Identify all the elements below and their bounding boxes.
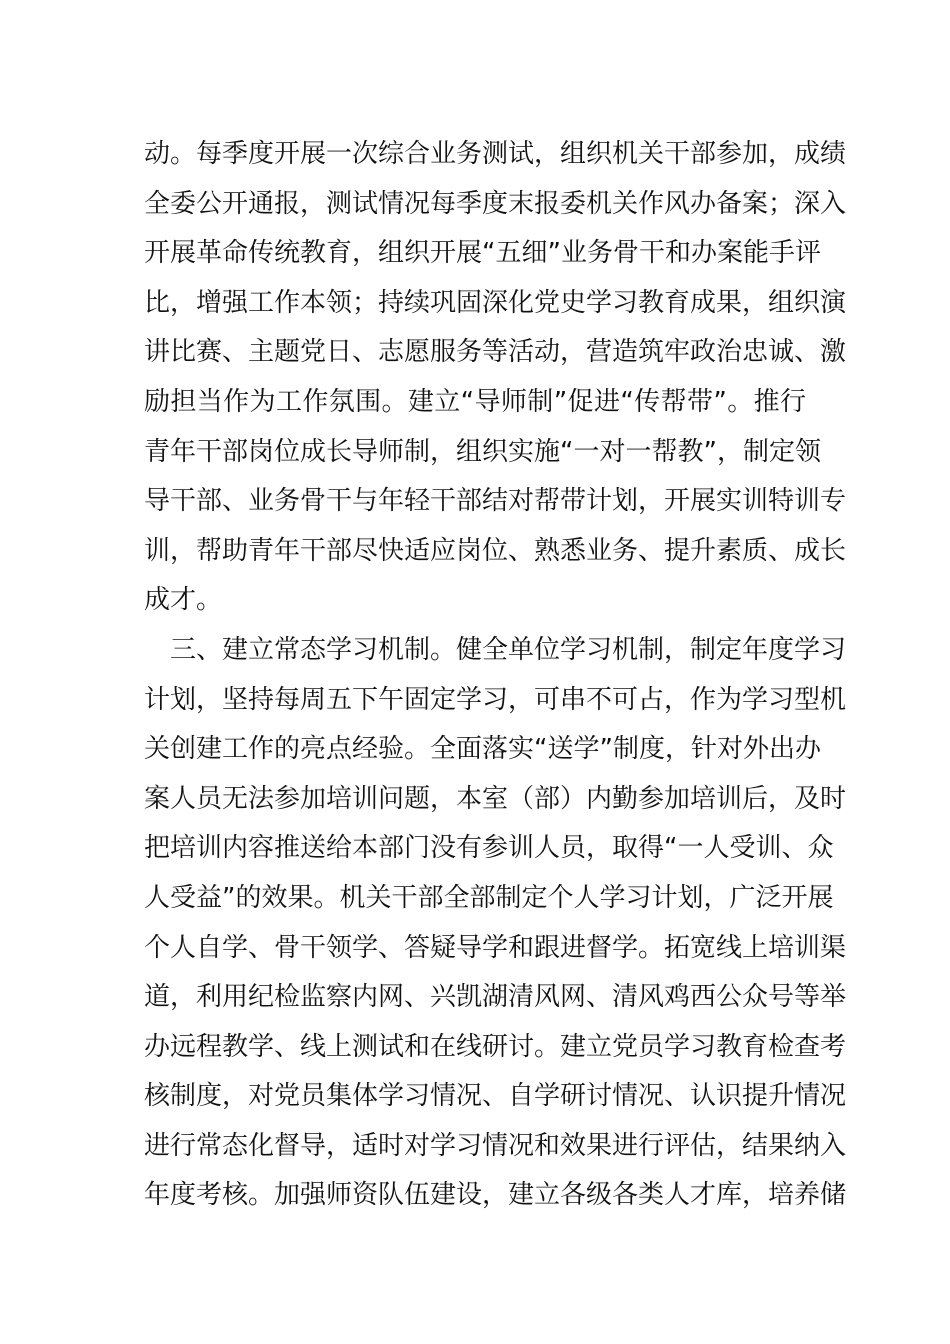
text-line: 成才。: [144, 585, 223, 616]
text-line: 开展革命传统教育，组织开展“五细”业务骨干和办案能手评: [144, 238, 821, 269]
text-line: 励担当作为工作氛围。建立“导师制”促进“传帮带”。推行: [144, 386, 806, 417]
text-line: 计划，坚持每周五下午固定学习，可串不可占，作为学习型机: [144, 684, 847, 715]
text-line: 个人自学、骨干领学、答疑导学和跟进督学。拓宽线上培训渠: [144, 932, 847, 963]
text-line: 导干部、业务骨干与年轻干部结对帮带计划，开展实训特训专: [144, 486, 847, 517]
text-line: 进行常态化督导，适时对学习情况和效果进行评估，结果纳入: [144, 1130, 847, 1161]
section-heading-line: 三、建立常态学习机制。健全单位学习机制，制定年度学习: [170, 634, 847, 665]
body-text: [144, 130, 847, 1221]
text-line: 关创建工作的亮点经验。全面落实“送学”制度，针对外出办: [144, 734, 821, 765]
text-line: 训，帮助青年干部尽快适应岗位、熟悉业务、提升素质、成长: [144, 535, 847, 566]
text-line: 人受益”的效果。机关干部全部制定个人学习计划，广泛开展: [144, 882, 834, 913]
text-line: 讲比赛、主题党日、志愿服务等活动，营造筑牢政治忠诚、激: [144, 337, 847, 368]
text-line: 核制度，对党员集体学习情况、自学研讨情况、认识提升情况: [144, 1081, 847, 1112]
text-line: 道，利用纪检监察内网、兴凯湖清风网、清风鸡西公众号等举: [144, 982, 847, 1013]
text-line: 青年干部岗位成长导师制，组织实施“一对一帮教”，制定领: [144, 436, 821, 467]
text-line: 案人员无法参加培训问题，本室（部）内勤参加培训后，及时: [144, 783, 847, 814]
text-line: 把培训内容推送给本部门没有参训人员，取得“一人受训、众: [144, 833, 834, 864]
text-line: 年度考核。加强师资队伍建设，建立各级各类人才库，培养储: [144, 1180, 847, 1211]
text-line: 全委公开通报，测试情况每季度末报委机关作风办备案；深入: [144, 188, 847, 219]
text-line: 动。每季度开展一次综合业务测试，组织机关干部参加，成绩: [144, 139, 847, 169]
text-line: 比，增强工作本领；持续巩固深化党史学习教育成果，组织演: [144, 287, 847, 318]
text-line: 办远程教学、线上测试和在线研讨。建立党员学习教育检查考: [144, 1031, 847, 1062]
